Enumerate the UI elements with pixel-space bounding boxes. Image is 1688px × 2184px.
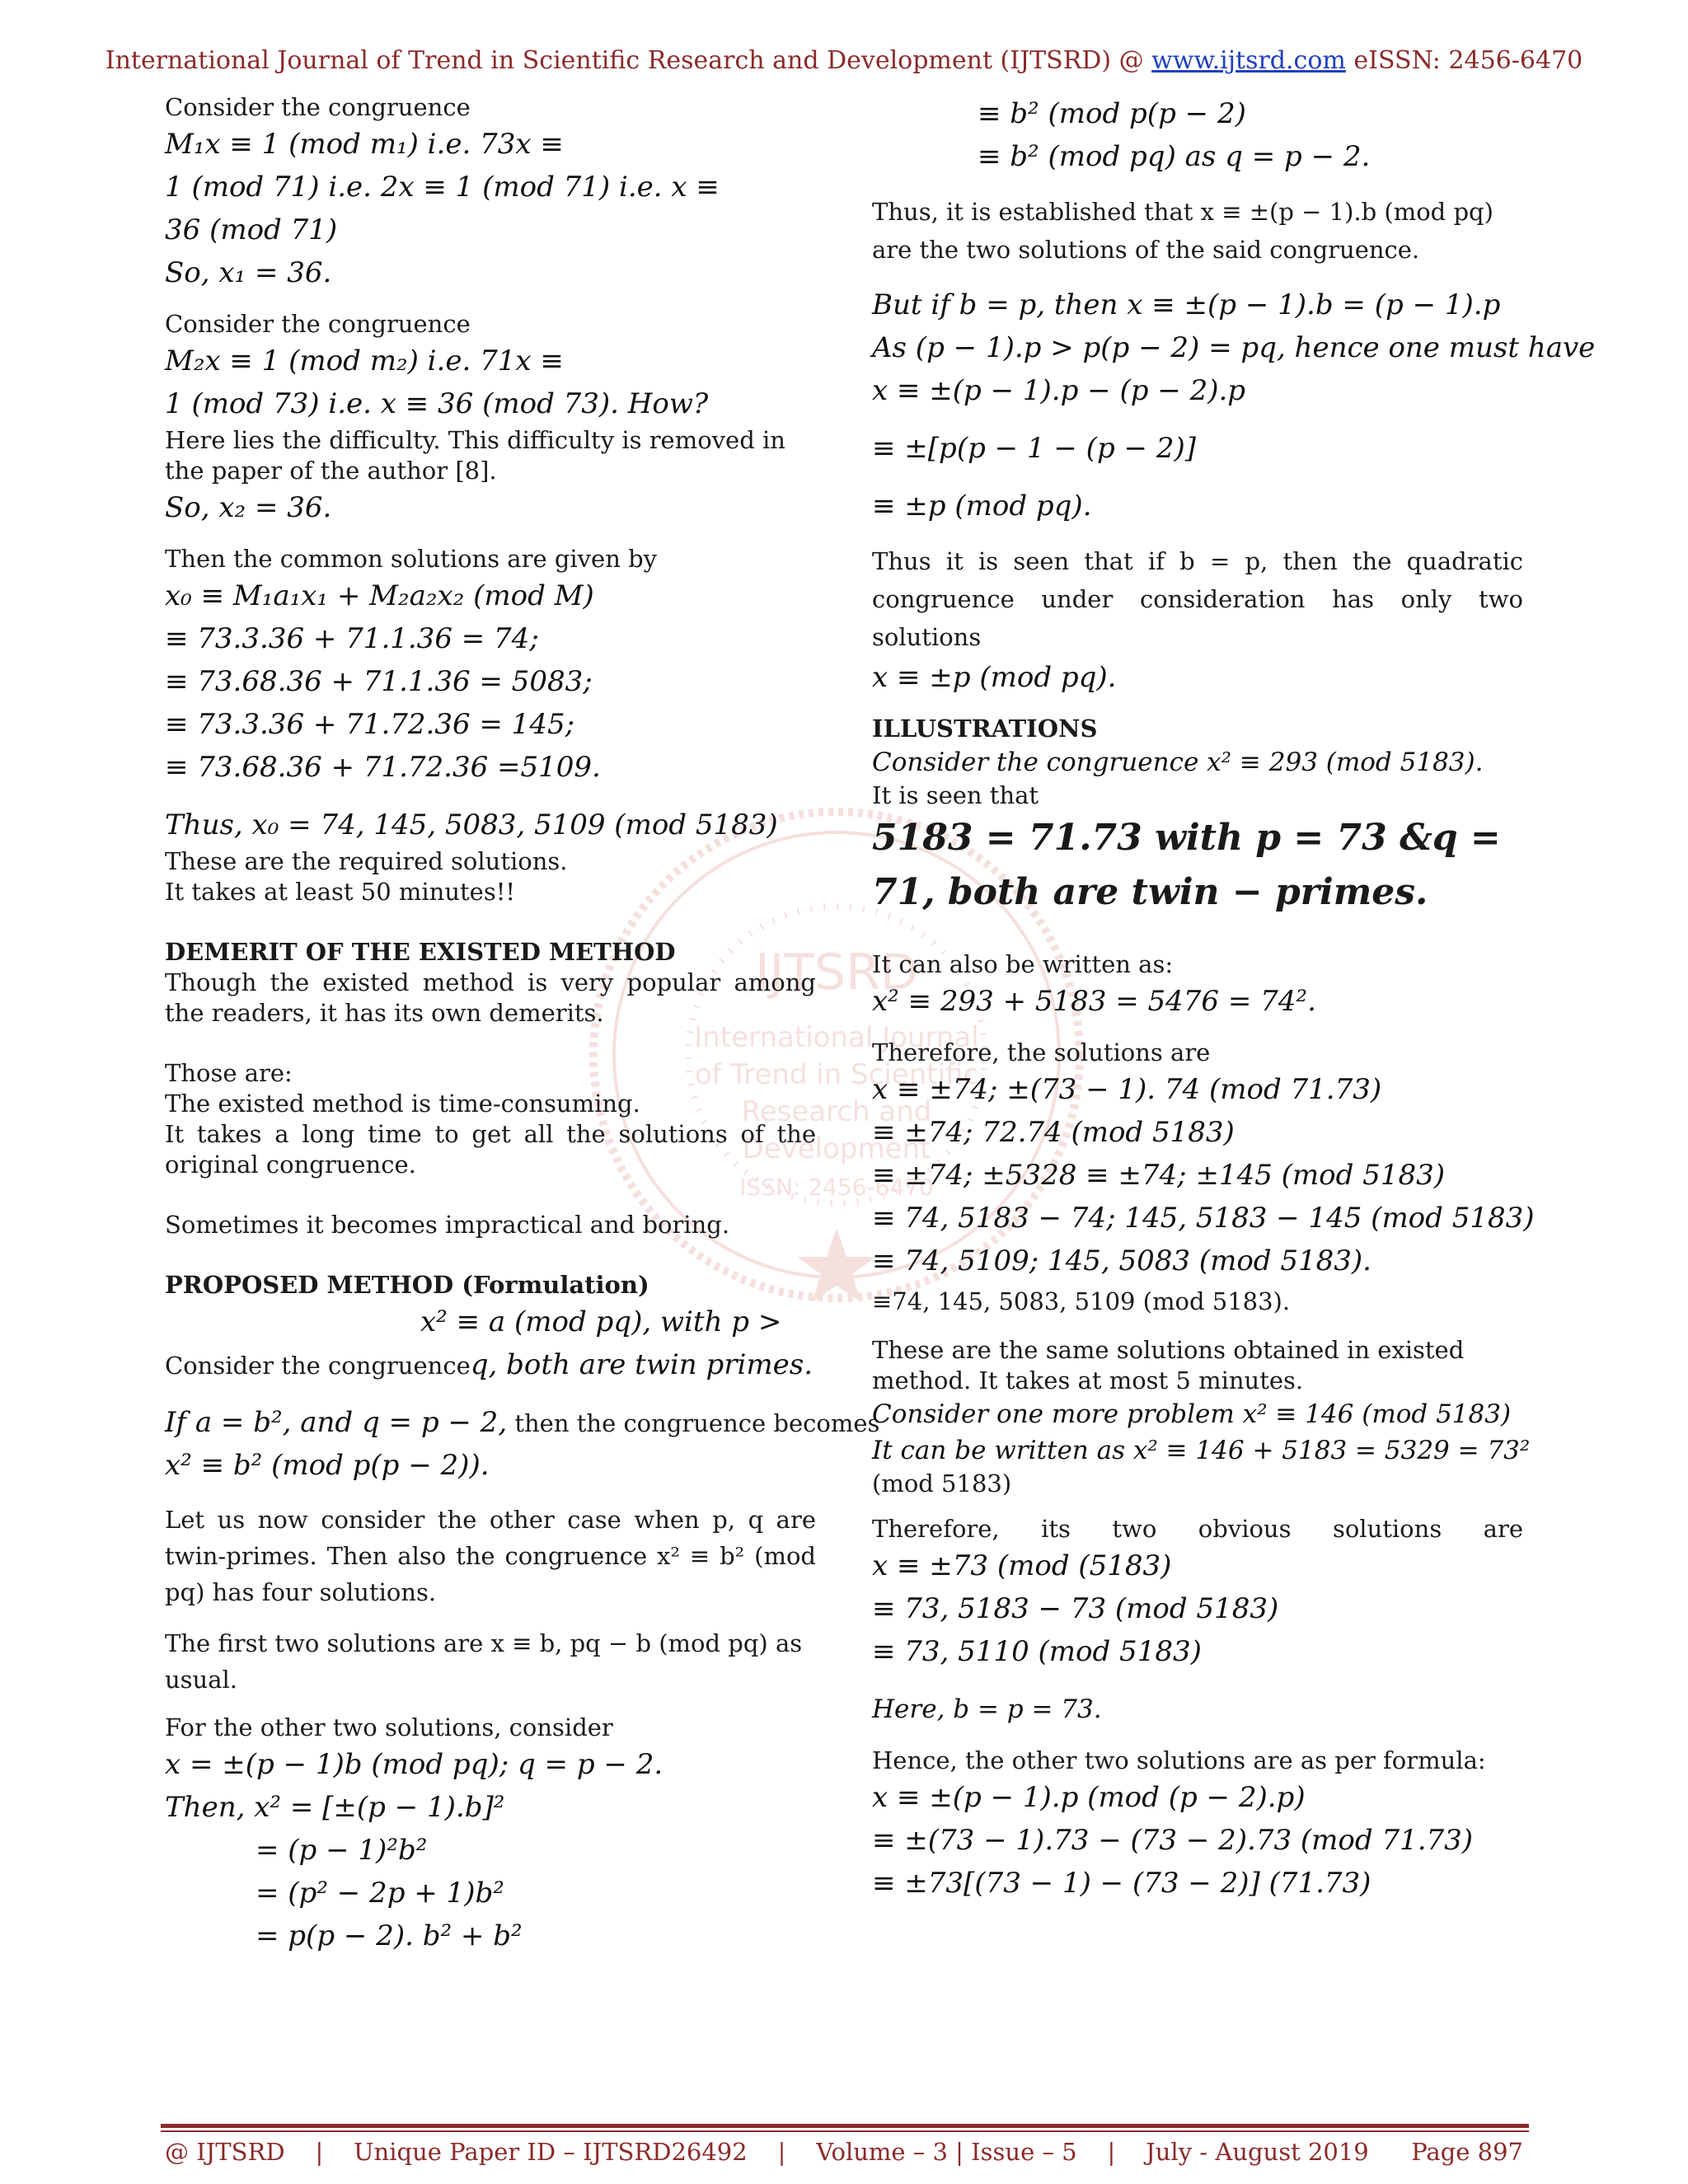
header-prefix: International Journal of Trend in Scientific Research and Development (IJTSRD) @ xyxy=(105,46,1152,75)
math-line: x ≡ ±(p − 1).p − (p − 2).p xyxy=(872,374,1246,407)
paragraph: These are the same solutions obtained in existed method. It takes at most 5 minutes. xyxy=(872,1336,1465,1394)
math-line: x = ±(p − 1)b (mod pq); q = p − 2. xyxy=(165,1748,663,1781)
math-line: x ≡ ±p (mod pq). xyxy=(872,661,1117,694)
text-line: Then the common solutions are given by xyxy=(165,545,658,573)
math-line: Consider one more problem x² ≡ 146 (mod 5183) xyxy=(872,1399,1512,1429)
math-line: ≡ 73.68.36 + 71.72.36 =5109. xyxy=(165,751,601,784)
math-line: ≡ 73, 5183 − 73 (mod 5183) xyxy=(872,1592,1279,1625)
math-line-large: 5183 = 71.73 with p = 73 &q = xyxy=(872,817,1501,859)
math-line: ≡ ±(73 − 1).73 − (73 − 2).73 (mod 71.73) xyxy=(872,1824,1474,1857)
paragraph: Thus it is seen that if b = p, then the quadratic congruence under consideration has only two solutions xyxy=(872,547,1523,651)
paragraph: It takes a long time to get all the solutions of the original congruence. xyxy=(165,1120,816,1179)
math-line: M₁x ≡ 1 (mod m₁) i.e. 73x ≡ xyxy=(165,128,564,161)
page-number: Page 897 xyxy=(1411,2138,1523,2166)
math-line: Here, b = p = 73. xyxy=(872,1694,1102,1724)
page-footer xyxy=(165,2138,1523,2166)
math-line: ≡ ±74; ±5328 ≡ ±74; ±145 (mod 5183) xyxy=(872,1159,1445,1192)
math-line: x² ≡ b² (mod p(p − 2)). xyxy=(165,1449,490,1482)
math-line: ≡ ±73[(73 − 1) − (73 − 2)] (71.73) xyxy=(872,1867,1372,1900)
paragraph: Here lies the difficulty. This difficulty is removed in the paper of the author [8]. xyxy=(165,426,785,485)
svg-text:of Trend in Scientific: of Trend in Scientific xyxy=(694,1058,979,1091)
svg-text:Development: Development xyxy=(742,1132,931,1165)
math-line: ≡ ±p (mod pq). xyxy=(872,490,1092,523)
section-heading: DEMERIT OF THE EXISTED METHOD xyxy=(165,938,676,966)
math-line: = (p² − 2p + 1)b² xyxy=(256,1877,504,1910)
text-line: These are the required solutions. xyxy=(165,847,568,875)
math-line: 36 (mod 71) xyxy=(165,213,338,246)
math-line: x₀ ≡ M₁a₁x₁ + M₂a₂x₂ (mod M) xyxy=(165,579,594,612)
section-heading: ILLUSTRATIONS xyxy=(872,715,1098,743)
math-line: x² ≡ a (mod pq), with p > xyxy=(420,1305,782,1338)
math-line: So, x₂ = 36. xyxy=(165,491,332,524)
footer-info: @ IJTSRD | Unique Paper ID – IJTSRD26492 | Volume – 3 | Issue – 5 | July - August 2019 xyxy=(165,2138,1369,2166)
math-line: x ≡ ±74; ±(73 − 1). 74 (mod 71.73) xyxy=(872,1073,1382,1106)
text-line: Hence, the other two solutions are as per formula: xyxy=(872,1746,1486,1774)
paragraph: The first two solutions are x ≡ b, pq − b (mod pq) as usual. xyxy=(165,1629,803,1694)
text-line: Sometimes it becomes impractical and boring. xyxy=(165,1211,730,1239)
text-line: then the congruence becomes xyxy=(507,1409,880,1437)
math-line: ≡ 73.3.36 + 71.1.36 = 74; xyxy=(165,622,539,655)
math-line: Then, x² = [±(p − 1).b]² xyxy=(165,1791,505,1824)
svg-text:IJTSRD: IJTSRD xyxy=(754,944,919,1001)
math-line: It can be written as x² ≡ 146 + 5183 = 5329 = 73² xyxy=(872,1436,1531,1465)
math-inline: If a = b², and q = p − 2, xyxy=(165,1406,508,1439)
text-line: Therefore, the solutions are xyxy=(872,1038,1211,1066)
paragraph: Thus, it is established that x ≡ ±(p − 1).b (mod pq) are the two solutions of the said congruence. xyxy=(872,198,1493,264)
math-line: But if b = p, then x ≡ ±(p − 1).b = (p − 1).p xyxy=(872,288,1501,321)
text-line: Consider the congruence xyxy=(165,310,471,338)
math-line: ≡ b² (mod pq) as q = p − 2. xyxy=(978,140,1371,173)
text-line: Those are: xyxy=(165,1059,293,1087)
text-line: ≡74, 145, 5083, 5109 (mod 5183). xyxy=(872,1287,1291,1315)
text-line: It can also be written as: xyxy=(872,950,1174,978)
math-line: 1 (mod 73) i.e. x ≡ 36 (mod 73). How? xyxy=(165,387,709,420)
journal-header xyxy=(0,46,1688,75)
math-line: = p(p − 2). b² + b² xyxy=(256,1919,523,1952)
math-inline: q, both are twin primes. xyxy=(470,1348,814,1381)
journal-link[interactable]: www.ijtsrd.com xyxy=(1151,46,1346,75)
math-line: ≡ b² (mod p(p − 2) xyxy=(978,97,1246,130)
math-line: x² ≡ 293 + 5183 = 5476 = 74². xyxy=(872,985,1316,1018)
math-line: Consider the congruence x² ≡ 293 (mod 5183). xyxy=(872,748,1484,777)
math-line: x ≡ ±(p − 1).p (mod (p − 2).p) xyxy=(872,1781,1306,1814)
math-line: ≡ 74, 5183 − 74; 145, 5183 − 145 (mod 5183) xyxy=(872,1202,1535,1235)
math-line: M₂x ≡ 1 (mod m₂) i.e. 71x ≡ xyxy=(165,344,564,377)
svg-text:Research and: Research and xyxy=(741,1095,932,1128)
math-line: As (p − 1).p > p(p − 2) = pq, hence one must have xyxy=(872,331,1596,364)
math-line: x ≡ ±73 (mod (5183) xyxy=(872,1549,1172,1582)
header-suffix: eISSN: 2456-6470 xyxy=(1345,46,1583,75)
paragraph: Let us now consider the other case when p, q are twin-primes. Then also the congruence x² ≡ b² (mod pq) has four solutions. xyxy=(165,1506,816,1606)
math-line: ≡ ±[p(p − 1 − (p − 2)] xyxy=(872,432,1196,465)
math-line: 1 (mod 71) i.e. 2x ≡ 1 (mod 71) i.e. x ≡ xyxy=(165,171,720,204)
math-line: = (p − 1)²b² xyxy=(256,1834,428,1867)
math-line: Thus, x₀ = 74, 145, 5083, 5109 (mod 5183) xyxy=(165,808,778,841)
math-line: ≡ ±74; 72.74 (mod 5183) xyxy=(872,1116,1235,1149)
right-column xyxy=(872,92,1596,1905)
text-line: (mod 5183) xyxy=(872,1469,1012,1497)
math-line: ≡ 73.68.36 + 71.1.36 = 5083; xyxy=(165,665,593,698)
text-line: Consider the congruence xyxy=(165,93,471,121)
paragraph: Though the existed method is very popular among the readers, it has its own demerits. xyxy=(165,968,816,1027)
math-line-large: 71, both are twin − primes. xyxy=(872,871,1428,913)
text-line: The existed method is time-consuming. xyxy=(165,1090,640,1118)
text-line: Therefore, its two obvious solutions are xyxy=(872,1515,1523,1543)
svg-text:ISSN: 2456-6470: ISSN: 2456-6470 xyxy=(739,1174,934,1201)
math-line: ≡ 74, 5109; 145, 5083 (mod 5183). xyxy=(872,1244,1372,1277)
math-line: So, x₁ = 36. xyxy=(165,256,332,289)
footer-divider-thin xyxy=(161,2130,1529,2132)
svg-text:International Journal: International Journal xyxy=(694,1021,979,1054)
math-line: ≡ 73.3.36 + 71.72.36 = 145; xyxy=(165,708,575,741)
footer-divider xyxy=(161,2124,1529,2128)
section-heading: PROPOSED METHOD (Formulation) xyxy=(165,1271,649,1299)
text-line: Consider the congruence xyxy=(165,1352,471,1380)
text-line: It takes at least 50 minutes!! xyxy=(165,878,516,906)
math-line: ≡ 73, 5110 (mod 5183) xyxy=(872,1635,1202,1668)
text-line: It is seen that xyxy=(872,781,1039,809)
text-line: For the other two solutions, consider xyxy=(165,1713,613,1741)
